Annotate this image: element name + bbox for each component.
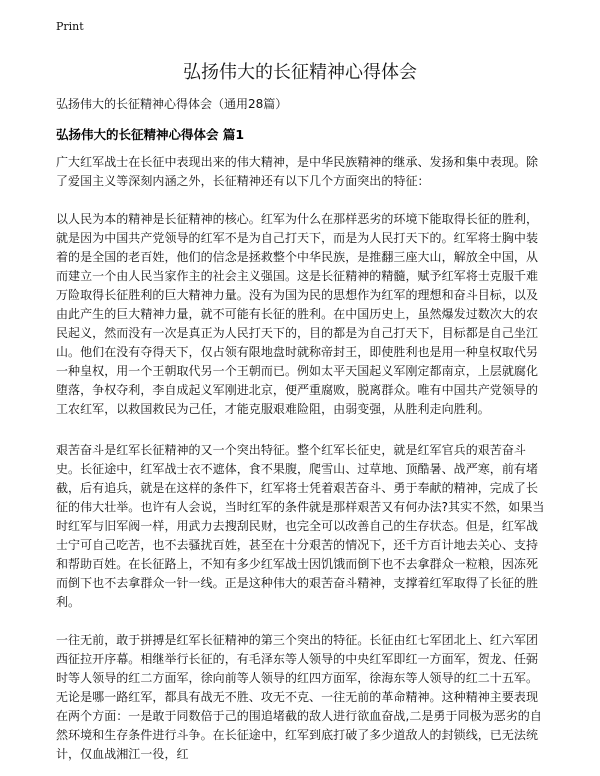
document-title: 弘扬伟大的长征精神心得体会 <box>183 62 417 83</box>
section-heading: 弘扬伟大的长征精神心得体会 篇1 <box>56 127 245 142</box>
document-subtitle: 弘扬伟大的长征精神心得体会（通用28篇） <box>56 97 288 111</box>
print-link[interactable]: Print <box>56 20 84 33</box>
paragraph-hard-struggle: 艰苦奋斗是红军长征精神的又一个突出特征。整个红军长征史，就是红军官兵的艰苦奋斗史。长征途中，红军战士衣不遮体，食不果腹，爬雪山、过草地、顶酷暑、战严寒，前有堵截，后有追兵，就是在这样的条件下，红军将士凭着艰苦奋斗、勇于奉献的精神，完成了长征的伟大壮举。也许有人会说，当时红军的条件就是那样艰苦又有何办法?其实不然，如果当时红军与旧军阀一样，用武力去搜刮民财，也完全可以改善自己的生存状态。但是，红军战士宁可自己吃苦，也不去骚扰百姓，甚至在十分艰苦的情况下，还千方百计地去关心、支持和帮助百姓。在长征路上，不知有多少红军战士因饥饿而倒下也不去拿群众一粒粮，因冻死而倒下也不去拿群众一针一线。正是这种伟大的艰苦奋斗精神，支撑着红军取得了长征的胜利。 <box>56 443 545 609</box>
paragraph-people-centered: 以人民为本的精神是长征精神的核心。红军为什么在那样恶劣的环境下能取得长征的胜利，就是因为中国共产党领导的红军不是为自己打天下，而是为人民打天下的。红军将士胸中装着的是全国的老百姓，他们的信念是拯救整个中华民族，是推翻三座大山，解放全中国，从而建立一个由人民当家作主的社会主义强国。这是长征精神的精髓，赋予红军将士克服千难万险取得长征胜利的巨大精神力量。没有为国为民的思想作为红军的理想和奋斗目标，以及由此产生的巨大精神力量，就不可能有长征的胜利。在中国历史上，虽然爆发过数次大的农民起义，然而没有一次是真正为人民打天下的，目的都是为自己打天下，目标都是自己坐江山。他们在没有夺得天下，仅占领有限地盘时就称帝封王，即使胜利也是用一种皇权取代另一种皇权，用一个王朝取代另一个王朝而已。例如太平天国起义军刚定都南京，上层就腐化堕落，争权夺利，李自成起义军刚进北京，便严重腐败，脱离群众。唯有中国共产党领导的工农红军，以救国救民为己任，才能克服艰难险阻，由弱变强，从胜利走向胜利。 <box>56 212 539 416</box>
paragraph-intro: 广大红军战士在长征中表现出来的伟大精神，是中华民族精神的继承、发扬和集中表现。除了爱国主义等深刻内涵之外，长征精神还有以下几个方面突出的特征： <box>56 155 539 188</box>
paragraph-forge-ahead: 一往无前，敢于拼搏是红军长征精神的第三个突出的特征。长征由红七军团北上、红六军团西征拉开序幕。相继举行长征的，有毛泽东等人领导的中央红军即红一方面军，贺龙、任弼时等人领导的红二方面军，徐向前等人领导的红四方面军，徐海东等人领导的红二十五军。无论是哪一路红军，都具有战无不胜、攻无不克、一往无前的革命精神。这种精神主要表现在两个方面：一是敢于同数倍于己的围追堵截的敌人进行欲血奋战,二是勇于同极为恶劣的自然环境和生存条件进行斗争。在长征途中，红军到底打破了多少道敌人的封锁线，已无法统计，仅血战湘江一役，红 <box>56 633 542 761</box>
